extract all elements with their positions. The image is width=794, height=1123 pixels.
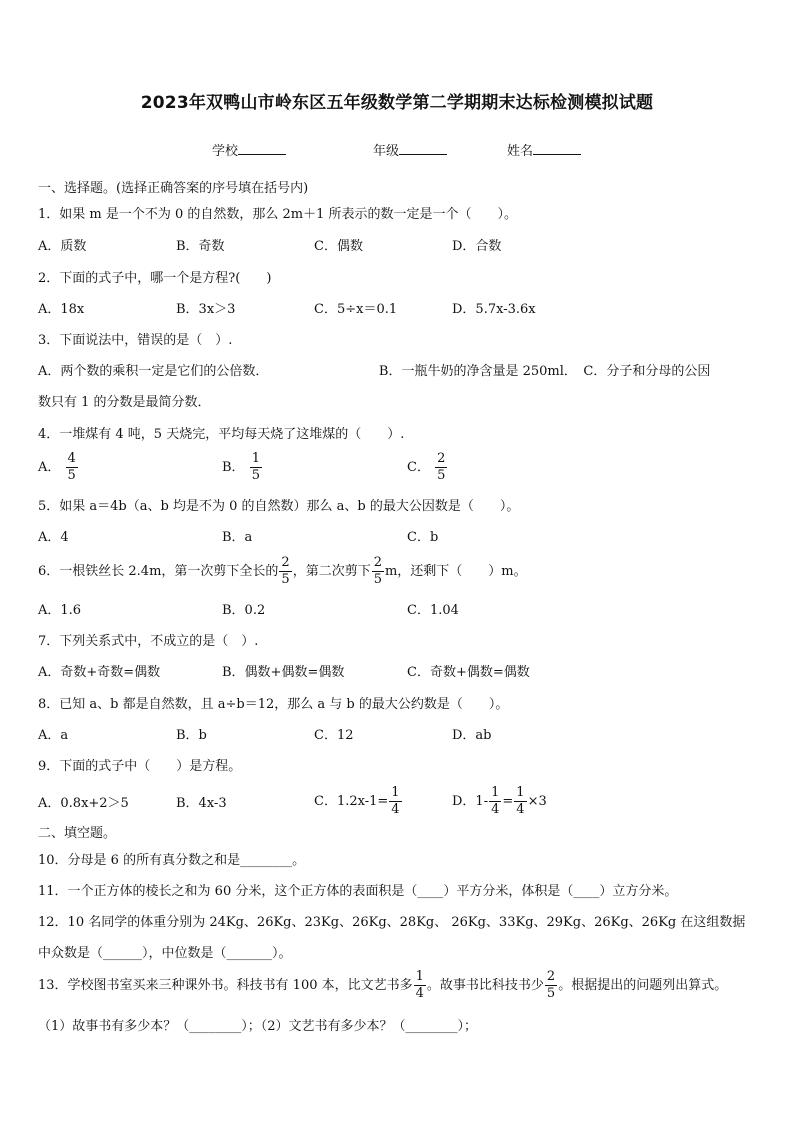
grade-label: 年级 bbox=[373, 144, 400, 159]
q9-c-fraction bbox=[389, 786, 401, 817]
q9-d-text-pre: D．1- bbox=[452, 794, 489, 809]
q4-c-label: C． bbox=[407, 460, 430, 475]
q3-options-line[interactable]: A．两个数的乘积一定是它们的公倍数． B．一瓶牛奶的净含量是 250ml． C．分子和分母的公因 bbox=[38, 364, 711, 379]
fraction-denominator: 4 bbox=[516, 802, 525, 817]
fraction-numerator: 1 bbox=[491, 785, 500, 800]
q5-option-b[interactable]: B．a bbox=[222, 530, 253, 545]
q4-b-label: B． bbox=[222, 460, 245, 475]
q2-option-a[interactable]: A．18x bbox=[38, 302, 85, 317]
q9-option-b[interactable]: B．4x-3 bbox=[176, 796, 227, 811]
q6-option-b[interactable]: B．0.2 bbox=[222, 603, 266, 618]
fraction-numerator: 2 bbox=[373, 555, 382, 570]
fraction-numerator: 2 bbox=[281, 555, 290, 570]
q5-option-c[interactable]: C．b bbox=[407, 530, 439, 545]
q5-option-a[interactable]: A．4 bbox=[38, 530, 69, 545]
section-2-heading: 二、填空题。 bbox=[38, 826, 117, 841]
q9-d-fraction-2 bbox=[514, 786, 526, 817]
question-12-line1: 12．10 名同学的体重分别为 24Kg、26Kg、23Kg、26Kg、28Kg、 26Kg、33Kg、29Kg、26Kg、26Kg 在这组数据 bbox=[38, 915, 746, 930]
grade-blank[interactable] bbox=[399, 144, 447, 155]
q7-option-a[interactable]: A．奇数+奇数=偶数 bbox=[38, 665, 161, 680]
q8-option-d[interactable]: D．ab bbox=[452, 728, 492, 743]
question-13-subquestions[interactable]: （1）故事书有多少本？（________）；（2）文艺书有多少本？（________）； bbox=[38, 1019, 478, 1034]
q4-c-fraction bbox=[435, 452, 447, 483]
section-1-heading: 一、选择题。(选择正确答案的序号填在括号内) bbox=[38, 181, 309, 196]
q9-d-text-post: ×3 bbox=[527, 794, 547, 809]
q6-fraction-2 bbox=[372, 556, 384, 587]
q1-option-b[interactable]: B．奇数 bbox=[176, 239, 225, 254]
q4-b-fraction bbox=[250, 452, 262, 483]
fraction-numerator: 2 bbox=[546, 969, 556, 984]
question-2-stem: 2．下面的式子中，哪一个是方程?( ) bbox=[38, 271, 272, 286]
q13-fraction-1 bbox=[414, 970, 426, 1001]
q8-option-c[interactable]: C．12 bbox=[314, 728, 354, 743]
fraction-numerator: 1 bbox=[391, 785, 400, 800]
q8-option-a[interactable]: A．a bbox=[38, 728, 69, 743]
fraction-denominator: 5 bbox=[67, 468, 76, 483]
fraction-numerator: 1 bbox=[516, 785, 525, 800]
question-8-stem: 8．已知 a、b 都是自然数，且 a÷b＝12，那么 a 与 b 的最大公约数是（ ）。 bbox=[38, 697, 509, 712]
q9-c-text: C．1.2x-1= bbox=[314, 794, 389, 809]
school-blank[interactable] bbox=[238, 144, 286, 155]
fraction-denominator: 5 bbox=[437, 468, 446, 483]
page-title: 2023年双鸭山市岭东区五年级数学第二学期期末达标检测模拟试题 bbox=[140, 93, 654, 113]
q13-text-part2: 。故事书比科技书少 bbox=[426, 978, 544, 993]
q13-fraction-2 bbox=[545, 970, 557, 1001]
fraction-denominator: 5 bbox=[546, 986, 556, 1001]
fraction-numerator: 2 bbox=[437, 451, 446, 466]
q6-fraction-1 bbox=[279, 556, 291, 587]
school-label: 学校 bbox=[212, 144, 239, 159]
q9-d-fraction-1 bbox=[489, 786, 501, 817]
question-12-line2[interactable]: 中众数是（______），中位数是（_______）。 bbox=[38, 946, 292, 961]
question-5-stem: 5．如果 a＝4b（a、b 均是不为 0 的自然数）那么 a、b 的最大公因数是（ ）。 bbox=[38, 499, 520, 514]
fraction-numerator: 4 bbox=[67, 451, 76, 466]
name-field bbox=[507, 140, 581, 159]
question-13-stem bbox=[38, 970, 727, 1001]
q8-option-b[interactable]: B．b bbox=[176, 728, 207, 743]
q9-option-d[interactable] bbox=[452, 786, 547, 817]
q9-option-a[interactable]: A．0.8x+2＞5 bbox=[38, 796, 129, 811]
q2-option-b[interactable]: B．3x＞3 bbox=[176, 302, 236, 317]
grade-field bbox=[373, 140, 447, 159]
fraction-denominator: 5 bbox=[373, 572, 382, 587]
q4-option-a[interactable] bbox=[38, 452, 79, 483]
question-6-stem bbox=[38, 556, 527, 587]
q1-option-d[interactable]: D．合数 bbox=[452, 239, 502, 254]
fraction-numerator: 1 bbox=[251, 451, 260, 466]
fraction-denominator: 5 bbox=[251, 468, 260, 483]
q13-text-part1: 13．学校图书室买来三种课外书。科技书有 100 本，比文艺书多 bbox=[38, 978, 413, 993]
name-blank[interactable] bbox=[533, 144, 581, 155]
q9-d-equals: = bbox=[502, 794, 514, 809]
question-3-stem: 3．下面说法中，错误的是（ ）. bbox=[38, 333, 233, 348]
q4-option-c[interactable] bbox=[407, 452, 448, 483]
fraction-numerator: 1 bbox=[415, 969, 424, 984]
fraction-denominator: 5 bbox=[281, 572, 290, 587]
q6-text-part3: m，还剩下（ ）m。 bbox=[384, 564, 527, 579]
q2-option-d[interactable]: D．5.7x-3.6x bbox=[452, 302, 536, 317]
fraction-denominator: 4 bbox=[491, 802, 500, 817]
fraction-denominator: 4 bbox=[391, 802, 400, 817]
fraction-denominator: 4 bbox=[415, 986, 424, 1001]
question-4-stem: 4．一堆煤有 4 吨，5 天烧完，平均每天烧了这堆煤的（ ）. bbox=[38, 427, 405, 442]
q9-option-c[interactable] bbox=[314, 786, 403, 817]
q1-option-a[interactable]: A．质数 bbox=[38, 239, 87, 254]
q4-a-label: A． bbox=[38, 460, 61, 475]
q6-text-part2: ，第二次剪下 bbox=[292, 564, 371, 579]
q6-text-part1: 6．一根铁丝长 2.4m，第一次剪下全长的 bbox=[38, 564, 279, 579]
q6-option-c[interactable]: C．1.04 bbox=[407, 603, 459, 618]
q6-option-a[interactable]: A．1.6 bbox=[38, 603, 82, 618]
q2-option-c[interactable]: C．5÷x＝0.1 bbox=[314, 302, 398, 317]
q3-options-line-cont: 数只有 1 的分数是最简分数． bbox=[38, 395, 211, 410]
q1-option-c[interactable]: C．偶数 bbox=[314, 239, 363, 254]
name-label: 姓名 bbox=[507, 144, 534, 159]
question-10[interactable]: 10．分母是 6 的所有真分数之和是________。 bbox=[38, 853, 306, 868]
question-1-stem: 1．如果 m 是一个不为 0 的自然数，那么 2m＋1 所表示的数一定是一个（ ）。 bbox=[38, 207, 518, 222]
q7-option-b[interactable]: B．偶数+偶数=偶数 bbox=[222, 665, 345, 680]
question-11[interactable]: 11．一个正方体的棱长之和为 60 分米，这个正方体的表面积是（____）平方分米，体积是（____）立方分米。 bbox=[38, 884, 678, 899]
q4-option-b[interactable] bbox=[222, 452, 263, 483]
q13-text-part3: 。根据提出的问题列出算式。 bbox=[558, 978, 728, 993]
question-7-stem: 7．下列关系式中，不成立的是（ ）. bbox=[38, 634, 259, 649]
q4-a-fraction bbox=[66, 452, 78, 483]
question-9-stem: 9．下面的式子中（ ）是方程。 bbox=[38, 759, 242, 774]
school-field bbox=[212, 140, 286, 159]
q7-option-c[interactable]: C．奇数+偶数=偶数 bbox=[407, 665, 530, 680]
